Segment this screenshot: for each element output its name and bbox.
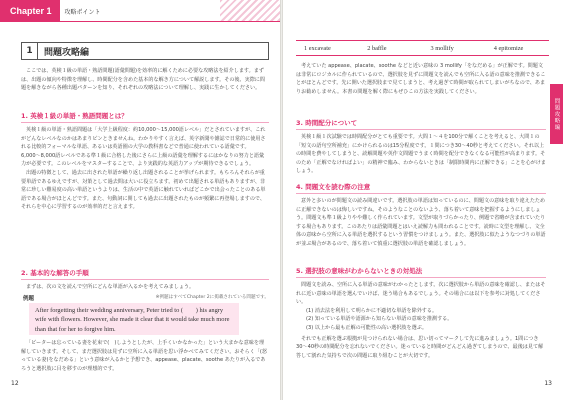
- list-item: (2) 知っている単語や語源から知らない単語の意味を推測する。: [306, 316, 453, 323]
- side-tab: 問題攻略編: [550, 84, 563, 144]
- chapter-subtitle: 攻略ポイント: [64, 8, 101, 16]
- example-sentence-box: [29, 303, 239, 335]
- intro-block: [21, 67, 269, 93]
- heading-2: 2. 基本的な解答の手順: [21, 268, 269, 280]
- section-title-box: [21, 42, 269, 60]
- list-item: (1) 消去法を利用して明らかに不適切な単語を除外する。: [306, 307, 438, 314]
- right-page: [283, 0, 563, 400]
- example-sentence: After forgetting their wedding anniversary, Peter tried to ( ) his angry wife with flowers. However, she made it clear that it would take much more than that for her to forgive him.: [35, 307, 230, 333]
- paragraph-1: 英検１級の単語・熟語問題は「大学上級程度：約10,000〜15,000語レベル」だとされていますが、これがどんなレベルなのかはあまりピンときませんね。わかりやすく言えば、英字新聞や雑誌で日常的に使用される比較的フォーマルな単語、あるいは英語圏の大学の教科書などで普通に使われている語彙です。6,000〜8,000語レベルである準１級に合格した後にさらに上級の語彙を理解するにはかなりの努力と語彙力が必要です。このレベルをマスターすることで、より実践的な英語力アップが期待できるでしょう。: [21, 127, 266, 168]
- section-4: [296, 182, 546, 249]
- section-5: [296, 266, 546, 360]
- paragraph-4: 「ピーターは忘っている妻を花束で( )しようとしたが、上手くいかなかった」という大まかな意味を理解していきます。そして、まだ選択肢は見ずに空所に入る単語を思い浮かべてみてください。おそらく「(怒っている妻)をなだめる」という意味が入るかと予想でき、appease、placate、soothe あたりが入るであろうと選択肢に目を移すのが理想的です。: [21, 340, 267, 372]
- choices-bar: [296, 40, 549, 56]
- page-number-right: 13: [544, 380, 552, 387]
- choice-2: 2 baffle: [367, 44, 387, 52]
- paragraph-5: 英検１級１次試験では時間配分がとても重要です。大問１〜４を100分で解くことを考えると、大問１の「短文の語句空所補充」にかけられるのは15分程度です。１問につき30〜40秒と考えてください。それ以上の時間を費やしてしまうと、読解問題や英作文問題でうまく時間を配分できなくなる可能性が高まります。そのため「正解でなければよい」の精神で臨み、わからないときは「制限時間内に正解できる」ことを心がけましょう。: [296, 134, 546, 175]
- section-2: [21, 268, 269, 292]
- answer-paragraph: 考えていた appease、placate、soothe などと近い意味の 3 mollify「をなだめる」が正解です。問題文は非常にロジカルに作られているので、選択肢を見ずに問題文を読んでも空所に入る語の意味を推測できることがほとんどです。先に開いた選択肢まで見てしまうと、考え過ぎて時間が取られてしまいがちなので、あまりお勧めしません。本書の問題を解く際にもぜひこの方法を実践してください。: [296, 63, 546, 95]
- explanation-block: [21, 339, 269, 373]
- paragraph-6: 意外と多いのが問題文の読み間違いです。選択肢の単語は知っているのに、問題文の意味を取り違えたために正解できないのは悔しいですね。そのようなことのないよう、落ち着いて意味を把握するようにしましょう。問題文も準１級よりやや難しく作られています。文型が取りづらかったり、例題で省略が含まれていたりする場合もあります。このあたりは語彙問題とはいえ読解力も問われることです。読時に文型を理解し、文全体の意味から空所に入る単語を選択するという習慣をつけましょう。また、選択肢に似たようなつづりの単語が並ぶ場合があるので、落ち着いて慎重に選択肢の単語を確認しましょう。: [296, 198, 546, 247]
- answer-block: [296, 62, 546, 96]
- paragraph-8: それでも正解を選ぶ根拠が見つけられない場合は、思い切ってマークして先に進みましょう。1問につき30〜40秒の時間配分を忘れないでください。迷っていると時間がどんどん過ぎてしまうので、最後は見て解答して割れた気持ちで次の問題に取り組むことが大切です。: [296, 335, 544, 359]
- header-stripes: [220, 0, 280, 22]
- heading-1: 1. 英検１級の単語・熟語問題とは？: [21, 111, 269, 123]
- heading-4: 4. 問題文を読む際の注意: [296, 182, 546, 194]
- example-header: [23, 294, 269, 302]
- heading-3: 3. 時間配分について: [296, 118, 546, 130]
- chapter-tag: Chapter 1: [0, 0, 60, 22]
- tips-list: [306, 307, 546, 333]
- example-note: ※例題はすべてChapter 2に掲載されている問題です。: [155, 295, 269, 300]
- left-page: [0, 0, 280, 400]
- paragraph-3: まずは、次の文を読んで空所にどんな単語が入るかを考えてみましょう。: [26, 284, 195, 290]
- choice-1: 1 excavate: [304, 44, 331, 52]
- intro-paragraph: ここでは、英検１級の単語・熟語問題(語彙問題)を効率的に解くために必要な攻略法を紹介します。まずは、出題の傾向や特徴を理解し、時間配分を含めた基本的な解き方について解説します。その後、実際に問題を解きながら各種出題パターンを知り、それぞれの攻略法について理解し、実践に生かしてください。: [21, 68, 265, 92]
- page-number-left: 12: [11, 380, 19, 387]
- example-label: 例題: [23, 296, 35, 302]
- section-3: [296, 118, 546, 176]
- choice-4: 4 epitomize: [493, 44, 524, 52]
- section-1: [21, 111, 269, 212]
- section-number: 1: [22, 43, 38, 59]
- paragraph-2: 出題の特徴として、過去に出された単語が繰り返し出題されることが挙げられます。もちろんそれらが重要単語であるゆえですが、対策として過去問は大いに役立ちます。初めて出題される単語もありますが、非常に珍しい難易度の高い単語というよりは、生活の中で英語に触れていればどこかで出会ったことのある単語である場合がほとんどです。また、句動詞に関しても過去に出題されたものが頻繁に再登場しますので、それらを中心に学習するのが効率的だと言えます。: [21, 169, 266, 211]
- list-item: (3) 以上から最も正解の可能性の高い選択肢を選ぶ。: [306, 324, 428, 331]
- header-rule: [0, 21, 280, 22]
- choice-3: 3 mollify: [430, 44, 454, 52]
- section-title: 問題攻略編: [44, 47, 90, 58]
- heading-5: 5. 選択肢の意味がわからないときの対処法: [296, 266, 546, 278]
- paragraph-7: 問題文を読み、空所に入る単語の意味がわかったとします。次に選択肢から単語の意味を確認し、またはそれに近い意味の単語を選んでいけば、迷う場合もあるでしょう。その場合には以下を参考に対処してください。: [296, 282, 546, 306]
